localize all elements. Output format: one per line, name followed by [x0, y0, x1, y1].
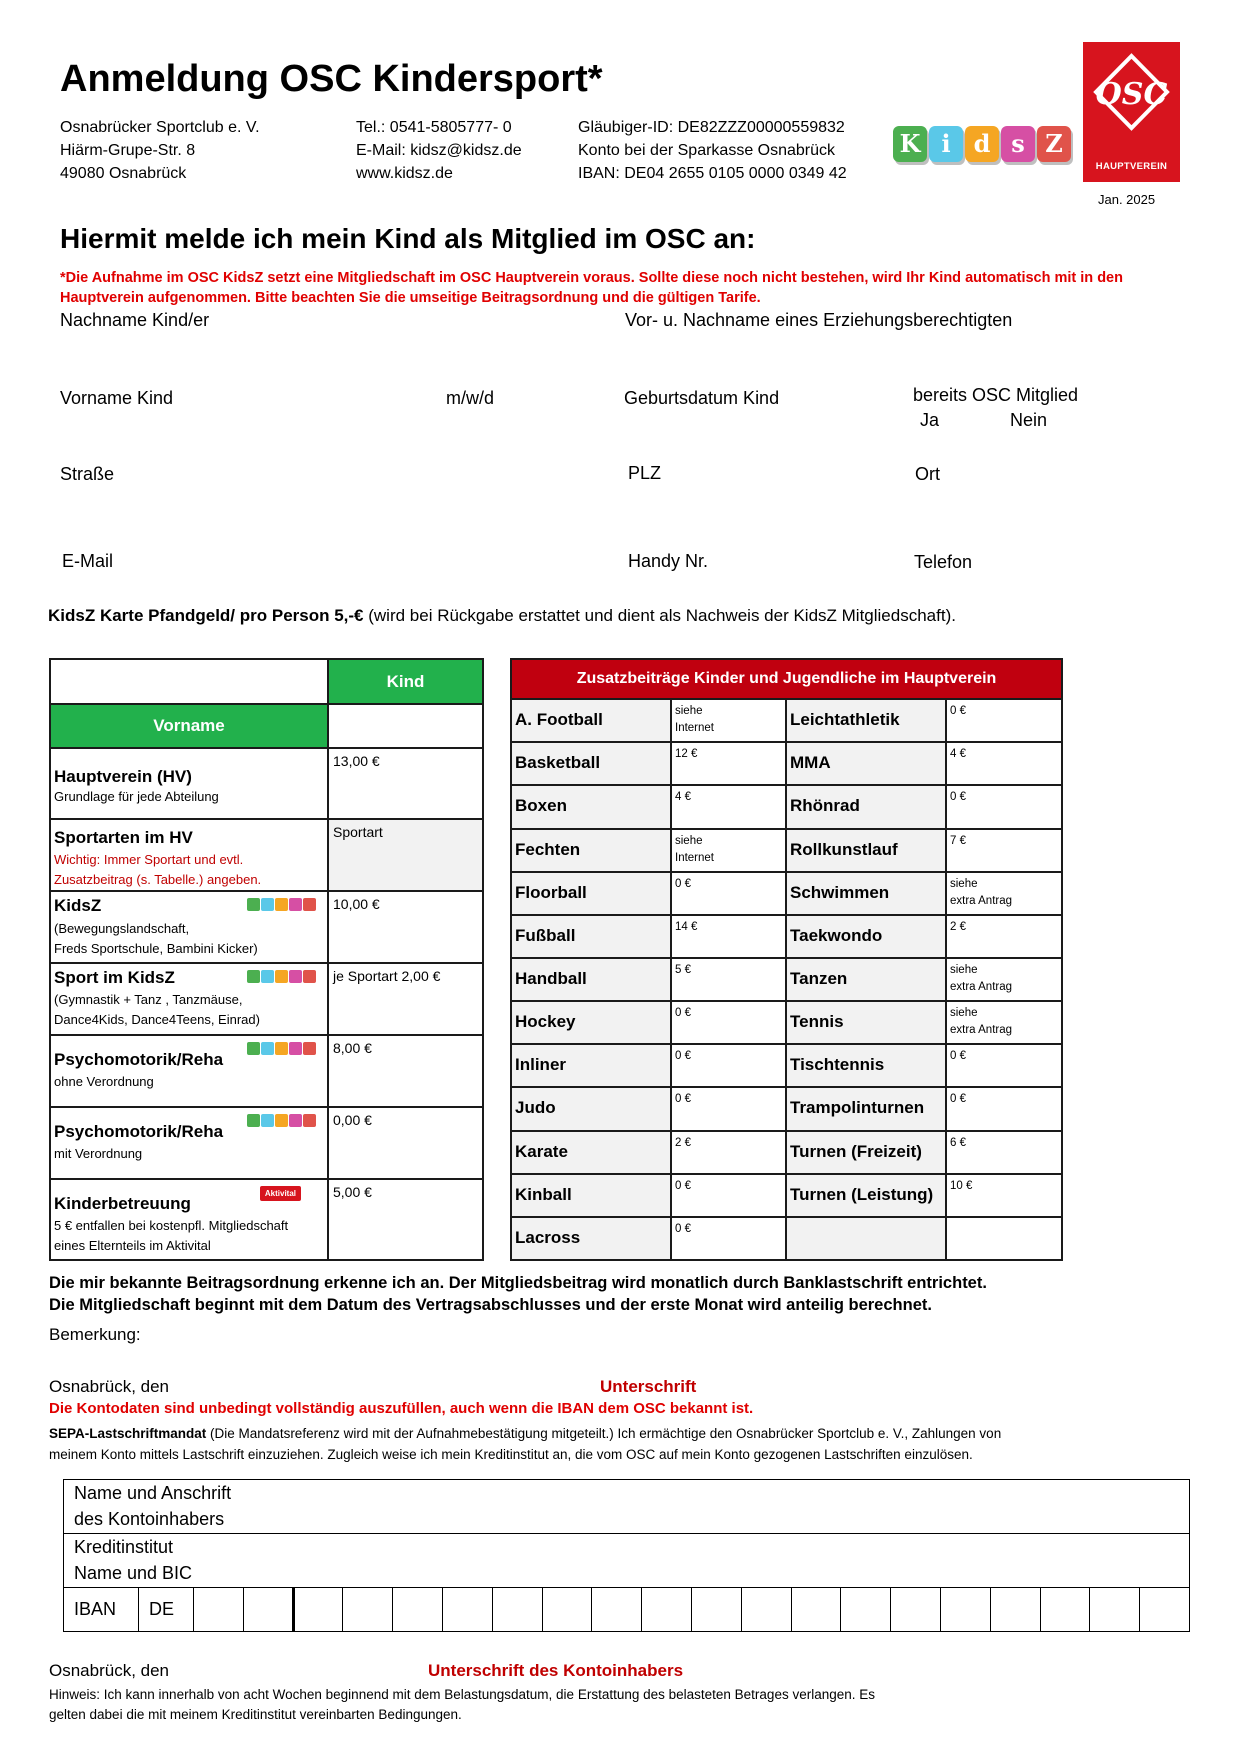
label-email: E-Mail	[62, 551, 114, 571]
sport-name: Boxen	[511, 785, 671, 828]
membership-fee-table	[49, 658, 484, 1261]
sport-name: Turnen (Freizeit)	[786, 1131, 946, 1174]
iban-label: IBAN	[64, 1588, 139, 1632]
kidsz-letter: K	[893, 126, 927, 162]
kreditinstitut-field[interactable]	[64, 1534, 1190, 1588]
iban-digit-box[interactable]	[642, 1588, 692, 1632]
aktivital-logo: Aktivital	[260, 1186, 301, 1201]
sport-fee[interactable]	[946, 742, 1062, 785]
iban-digit-box[interactable]	[343, 1588, 393, 1632]
fee-sub: (Gymnastik + Tanz , Tanzmäuse,	[54, 992, 243, 1007]
fee-sub: Grundlage für jede Abteilung	[54, 789, 219, 804]
additional-fees-table	[510, 658, 1063, 1261]
sport-fee-row	[511, 829, 1062, 872]
sport-fee-row	[511, 742, 1062, 785]
sport-fee-line: 0 €	[675, 877, 691, 890]
sport-fee-line: 5 €	[675, 963, 691, 976]
registration-heading: Hiermit melde ich mein Kind als Mitglied im OSC an:	[60, 223, 756, 254]
unterschrift-kontoinhaber-label: Unterschrift des Kontoinhabers	[428, 1661, 684, 1680]
sport-fee[interactable]	[671, 958, 786, 1001]
beitrag-text	[49, 1272, 987, 1316]
fee-label: Hauptverein (HV)	[54, 767, 192, 786]
fee-sub-warning: Zusatzbeitrag (s. Tabelle.) angeben.	[54, 872, 262, 887]
membership-note: *Die Aufnahme im OSC KidsZ setzt eine Mitgliedschaft im OSC Hauptverein voraus. Sollte diese noch nicht bestehen, wird Ihr Kind automatisch mit in den Hauptverein aufgenommen. Bitte beachten Sie die umseitige Beitragsordnung und die gültigen Tarife.	[60, 270, 1123, 306]
osc-logo	[1083, 42, 1180, 182]
kidsz-letter: d	[965, 126, 999, 162]
fee-sub: 5 € entfallen bei kostenpfl. Mitgliedschaft	[54, 1218, 289, 1233]
osc-emblem-icon	[1083, 42, 1180, 152]
bank-name: Konto bei der Sparkasse Osnabrück	[578, 142, 836, 159]
sepa-text: meinem Konto mittels Lastschrift einzuziehen. Zugleich weise ich mein Kreditinstitut an, die vom OSC auf mein Konto gezogenen Lastschriften einzulösen.	[49, 1447, 973, 1462]
address-line: Hiärm-Grupe-Str. 8	[60, 142, 196, 159]
sport-fee-line: 0 €	[675, 1093, 691, 1106]
bemerkung-label: Bemerkung:	[49, 1325, 141, 1344]
iban-digit-box[interactable]	[940, 1588, 990, 1632]
fee-label: KidsZ	[54, 896, 102, 915]
sport-fee-row	[511, 958, 1062, 1001]
pfand-rest: (wird bei Rückgabe erstattet und dient als Nachweis der KidsZ Mitgliedschaft).	[363, 606, 956, 625]
konto-hinweis: Die Kontodaten sind unbedingt vollständig auszufüllen, auch wenn die IBAN dem OSC bekannt ist.	[49, 1400, 754, 1417]
beitrag-line: Die Mitgliedschaft beginnt mit dem Datum des Vertragsabschlusses und der erste Monat wird anteilig berechnet.	[49, 1296, 932, 1314]
sport-fee[interactable]	[671, 1044, 786, 1087]
iban-digit-box[interactable]	[492, 1588, 542, 1632]
kidsz-letter: i	[929, 126, 963, 162]
sport-fee-row	[511, 785, 1062, 828]
iban-country: DE	[139, 1588, 194, 1632]
sport-fee-row	[511, 1087, 1062, 1130]
sport-fee-line: 4 €	[950, 748, 966, 761]
form-title: Anmeldung OSC Kindersport*	[60, 58, 603, 100]
sport-fee-line: 0 €	[675, 1222, 691, 1235]
iban-digit-box[interactable]	[990, 1588, 1040, 1632]
sport-fee[interactable]	[671, 915, 786, 958]
iban-digit-box[interactable]	[841, 1588, 891, 1632]
sport-fee[interactable]	[946, 915, 1062, 958]
bank-info	[578, 116, 847, 185]
sport-fee-row	[511, 1131, 1062, 1174]
sport-fee-line: 0 €	[675, 1179, 691, 1192]
ort-datum-label-2: Osnabrück, den	[49, 1661, 170, 1680]
label-plz: PLZ	[628, 463, 662, 483]
sport-fee[interactable]	[946, 1131, 1062, 1174]
sport-name: Floorball	[511, 872, 671, 915]
sport-fee[interactable]	[671, 1131, 786, 1174]
iban-digit-box[interactable]	[393, 1588, 443, 1632]
sport-fee-line: extra Antrag	[950, 894, 1013, 907]
sport-fee-line: 14 €	[675, 920, 698, 933]
sport-name	[786, 1217, 946, 1260]
sport-fee-line: 6 €	[950, 1136, 966, 1149]
phone: Tel.: 0541-5805777- 0	[356, 119, 512, 136]
sport-fee-row	[511, 915, 1062, 958]
fee-value[interactable]: je Sportart 2,00 €	[328, 963, 483, 1035]
sport-fee[interactable]	[671, 829, 786, 872]
sport-fee-line: 2 €	[675, 1136, 691, 1149]
sport-name: Tanzen	[786, 958, 946, 1001]
fee-label: Psychomotorik/Reha	[54, 1050, 224, 1069]
sport-fee-row	[511, 1001, 1062, 1044]
fee-sub: eines Elternteils im Aktivital	[54, 1238, 211, 1253]
creditor-id: Gläubiger-ID: DE82ZZZ00000559832	[578, 119, 845, 136]
sport-name: Turnen (Leistung)	[786, 1174, 946, 1217]
sport-name: Trampolinturnen	[786, 1087, 946, 1130]
sport-fee[interactable]	[946, 829, 1062, 872]
iban-digit-box[interactable]	[592, 1588, 642, 1632]
sport-name: Rhönrad	[786, 785, 946, 828]
kidsz-logo	[893, 120, 1073, 162]
fee-label: Sportarten im HV	[54, 828, 193, 847]
kidsz-mini-logo-icon	[247, 898, 317, 916]
iban-digit-box[interactable]	[194, 1588, 244, 1632]
sport-fee[interactable]	[671, 1001, 786, 1044]
sport-fee-line: extra Antrag	[950, 980, 1013, 993]
sport-fee-line: Internet	[675, 722, 714, 735]
sport-fee-line: siehe	[950, 1007, 978, 1020]
sport-fee-line: 0 €	[950, 1093, 966, 1106]
fee-sub: ohne Verordnung	[54, 1074, 154, 1089]
sport-fee[interactable]	[946, 1001, 1062, 1044]
form-date: Jan. 2025	[1098, 192, 1156, 207]
erstattung-hinweis	[49, 1685, 875, 1725]
sport-fee-line: siehe	[950, 877, 978, 890]
sport-fee-row	[511, 1044, 1062, 1087]
sport-fee[interactable]	[946, 1174, 1062, 1217]
sport-fee-row	[511, 1217, 1062, 1260]
name-anschrift-field[interactable]	[64, 1480, 1190, 1534]
sport-fee-line: 0 €	[950, 705, 966, 718]
sport-fee-line: 0 €	[675, 1050, 691, 1063]
name-anschrift-label: Name und Anschrift	[74, 1483, 232, 1503]
sport-fee-line: siehe	[950, 963, 978, 976]
sport-fee[interactable]	[946, 785, 1062, 828]
iban-digit-box[interactable]	[891, 1588, 941, 1632]
sport-fee[interactable]	[671, 1217, 786, 1260]
sport-name: Karate	[511, 1131, 671, 1174]
fee-label: Sport im KidsZ	[54, 968, 175, 987]
sport-name: Leichtathletik	[786, 699, 946, 742]
sport-fee[interactable]	[671, 742, 786, 785]
label-erziehungsberechtigter: Vor- u. Nachname eines Erziehungsberechtigten	[625, 310, 1013, 330]
sport-fee-row	[511, 699, 1062, 742]
sport-fee[interactable]	[671, 872, 786, 915]
sport-name: Basketball	[511, 742, 671, 785]
sport-fee[interactable]	[671, 1087, 786, 1130]
sport-fee-row	[511, 872, 1062, 915]
label-handy: Handy Nr.	[628, 551, 709, 571]
sport-name: Fußball	[511, 915, 671, 958]
option-nein[interactable]: Nein	[1010, 410, 1048, 430]
sport-fee-row	[511, 1174, 1062, 1217]
label-geschlecht: m/w/d	[446, 388, 495, 408]
fee-label: Psychomotorik/Reha	[54, 1122, 224, 1141]
fee-row-kinderbetreuung	[50, 1179, 328, 1260]
iban-digit-box[interactable]	[1090, 1588, 1140, 1632]
sport-fee-line: 2 €	[950, 920, 966, 933]
empty-corner	[50, 659, 328, 704]
sport-name: Rollkunstlauf	[786, 829, 946, 872]
fee-value[interactable]: Sportart	[328, 819, 483, 891]
kreditinstitut-label: Kreditinstitut	[74, 1537, 174, 1557]
fee-sub-warning: Wichtig: Immer Sportart und evtl.	[54, 852, 244, 867]
sepa-text: (Die Mandatsreferenz wird mit der Aufnahmebestätigung mitgeteilt.) Ich ermächtige den Osnabrücker Sportclub e. V., Zahlungen von	[206, 1426, 1002, 1441]
sport-fee-line: 7 €	[950, 834, 966, 847]
sport-fee[interactable]	[946, 1087, 1062, 1130]
sport-fee-line: 10 €	[950, 1179, 973, 1192]
sport-fee-line: Internet	[675, 851, 714, 864]
sport-name: Kinball	[511, 1174, 671, 1217]
osc-logo-text: HAUPTVEREIN	[1095, 161, 1168, 172]
option-ja[interactable]: Ja	[920, 410, 940, 430]
sport-name: Judo	[511, 1087, 671, 1130]
sport-name: Tennis	[786, 1001, 946, 1044]
fee-value[interactable]: 5,00 €	[328, 1179, 483, 1260]
iban-digit-box[interactable]	[243, 1588, 293, 1632]
website: www.kidsz.de	[356, 165, 453, 182]
pfand-note	[48, 606, 956, 626]
sport-fee-line: 0 €	[675, 1007, 691, 1020]
label-telefon: Telefon	[914, 552, 973, 572]
sport-fee[interactable]	[946, 1044, 1062, 1087]
fee-sub: Freds Sportschule, Bambini Kicker)	[54, 941, 258, 956]
kidsz-mini-logo-icon	[247, 1114, 317, 1132]
sport-fee[interactable]	[946, 699, 1062, 742]
sport-fee[interactable]	[671, 1174, 786, 1217]
address-line: Osnabrücker Sportclub e. V.	[60, 119, 260, 136]
sport-fee[interactable]	[671, 785, 786, 828]
sepa-title: SEPA-Lastschriftmandat	[49, 1426, 207, 1441]
sport-name: Lacross	[511, 1217, 671, 1260]
club-iban: IBAN: DE04 2655 0105 0000 0349 42	[578, 165, 847, 182]
sport-name: A. Football	[511, 699, 671, 742]
sport-name: Taekwondo	[786, 915, 946, 958]
sport-name: Schwimmen	[786, 872, 946, 915]
fee-label: Kinderbetreuung	[54, 1194, 191, 1213]
fee-row-psychomotorik-mit	[50, 1107, 328, 1179]
label-vorname: Vorname Kind	[60, 388, 174, 408]
pfand-bold: KidsZ Karte Pfandgeld/ pro Person 5,-€	[48, 606, 364, 625]
sport-fee[interactable]	[946, 1217, 1062, 1260]
label-geburtsdatum: Geburtsdatum Kind	[624, 388, 780, 408]
vorname-input-cell[interactable]	[328, 704, 483, 748]
additional-fees-header: Zusatzbeiträge Kinder und Jugendliche im Hauptverein	[511, 659, 1062, 699]
fee-sub: (Bewegungslandschaft,	[54, 921, 190, 936]
sport-name: Hockey	[511, 1001, 671, 1044]
beitrag-line: Die mir bekannte Beitragsordnung erkenne ich an. Der Mitgliedsbeitrag wird monatlich durch Banklastschrift entrichtet.	[49, 1274, 987, 1292]
fee-row-hauptverein	[50, 748, 328, 819]
sport-fee-line: siehe	[675, 834, 703, 847]
fee-row-sport-kidsz	[50, 963, 328, 1035]
sport-name: Inliner	[511, 1044, 671, 1087]
sport-name: Handball	[511, 958, 671, 1001]
fee-value[interactable]: 13,00 €	[328, 748, 483, 819]
sport-fee-line: 0 €	[950, 1050, 966, 1063]
ort-datum-label: Osnabrück, den	[49, 1377, 170, 1396]
fee-sub: Dance4Kids, Dance4Teens, Einrad)	[54, 1012, 260, 1027]
name-anschrift-label: des Kontoinhabers	[74, 1509, 225, 1529]
fee-value[interactable]: 0,00 €	[328, 1107, 483, 1179]
label-osc-mitglied: bereits OSC Mitglied	[913, 385, 1079, 405]
sport-name: MMA	[786, 742, 946, 785]
kreditinstitut-label: Name und BIC	[74, 1563, 193, 1583]
fee-value[interactable]: 10,00 €	[328, 891, 483, 963]
sport-fee[interactable]	[671, 699, 786, 742]
iban-digit-box[interactable]	[293, 1588, 343, 1632]
label-ort: Ort	[915, 464, 940, 484]
fee-row-psychomotorik-ohne	[50, 1035, 328, 1107]
fee-row-sportarten	[50, 819, 328, 891]
label-strasse: Straße	[60, 464, 115, 484]
kidsz-letter: s	[1001, 126, 1035, 162]
sepa-table	[63, 1479, 1190, 1632]
iban-digit-box[interactable]	[741, 1588, 791, 1632]
address-line: 49080 Osnabrück	[60, 165, 187, 182]
email: E-Mail: kidsz@kidsz.de	[356, 142, 522, 159]
fee-row-kidsz	[50, 891, 328, 963]
iban-digit-box[interactable]	[442, 1588, 492, 1632]
hinweis-line: Hinweis: Ich kann innerhalb von acht Wochen beginnend mit dem Belastungsdatum, die Erstattung des belasteten Betrages verlangen. Es	[49, 1687, 875, 1702]
hinweis-line: gelten dabei die mit meinem Kreditinstitut vereinbarten Bedingungen.	[49, 1707, 462, 1722]
fee-value[interactable]: 8,00 €	[328, 1035, 483, 1107]
iban-digit-box[interactable]	[691, 1588, 741, 1632]
club-contact	[356, 116, 522, 185]
fee-sub: mit Verordnung	[54, 1146, 143, 1161]
iban-digit-box[interactable]	[791, 1588, 841, 1632]
sepa-mandat	[49, 1423, 1001, 1465]
row-header-vorname: Vorname	[50, 704, 328, 748]
col-header-kind: Kind	[328, 659, 483, 704]
sport-fee[interactable]	[946, 958, 1062, 1001]
sport-fee-line: siehe	[675, 705, 703, 718]
sport-fee-line: extra Antrag	[950, 1024, 1013, 1037]
sport-fee[interactable]	[946, 872, 1062, 915]
kidsz-mini-logo-icon	[247, 1042, 317, 1060]
label-nachname: Nachname Kind/er	[60, 310, 210, 330]
club-address	[60, 116, 260, 185]
kidsz-mini-logo-icon	[247, 970, 317, 988]
unterschrift-label: Unterschrift	[600, 1377, 697, 1396]
sport-fee-line: 12 €	[675, 748, 698, 761]
kidsz-letter: Z	[1037, 126, 1071, 162]
sport-name: Fechten	[511, 829, 671, 872]
sport-fee-line: 0 €	[950, 791, 966, 804]
sport-fee-line: 4 €	[675, 791, 691, 804]
iban-digit-box[interactable]	[1140, 1588, 1190, 1632]
iban-digit-box[interactable]	[1040, 1588, 1090, 1632]
iban-digit-box[interactable]	[542, 1588, 592, 1632]
svg-text:OSC: OSC	[1095, 77, 1168, 112]
sport-name: Tischtennis	[786, 1044, 946, 1087]
